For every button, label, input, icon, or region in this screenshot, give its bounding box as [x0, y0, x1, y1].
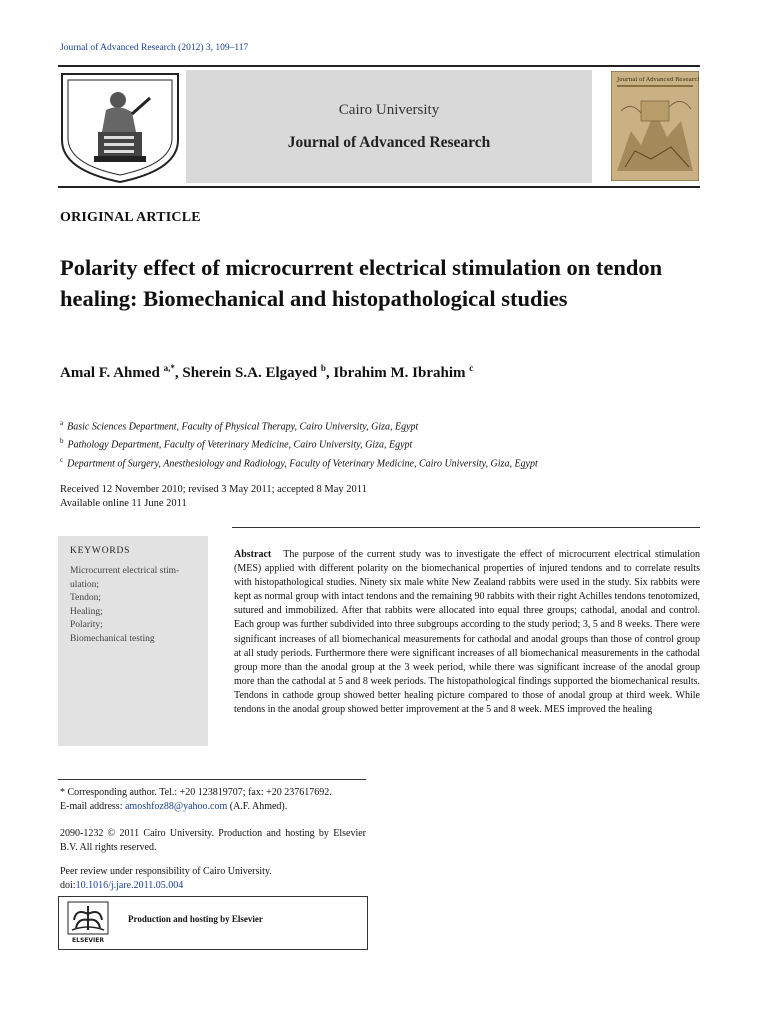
author-list: [60, 363, 700, 382]
affiliation-item: [60, 434, 720, 452]
author-name: Amal F. Ahmed: [60, 365, 160, 381]
affiliations: [60, 416, 720, 471]
keyword-item: ulation;: [70, 579, 100, 590]
university-logo: [58, 70, 182, 184]
author-name: Sherein S.A. Elgayed: [182, 365, 318, 381]
journal-cover-image: [611, 71, 699, 181]
keyword-item: Microcurrent electrical stim-: [70, 566, 180, 576]
keyword-item: Tendon;: [70, 593, 101, 603]
abstract: [234, 548, 700, 717]
keyword-item: Biomechanical testing: [70, 633, 155, 644]
email-link[interactable]: amoshfoz88@yahoo.com: [124, 800, 228, 812]
doi-label: doi:: [60, 879, 76, 891]
affiliation-text: Department of Surgery, Anesthesiology and Radiology, Faculty of Veterinary Medicine, Cairo University, Giza, Egypt: [67, 457, 538, 469]
author-name: Ibrahim M. Ibrahim: [333, 365, 466, 381]
elsevier-logo-text: ELSEVIER: [72, 937, 104, 944]
running-head: Journal of Advanced Research (2012) 3, 109–117: [60, 43, 249, 53]
footnote-rule: [58, 779, 366, 780]
article-type: ORIGINAL ARTICLE: [60, 210, 201, 225]
abstract-rule: [232, 527, 700, 528]
keyword-item: Polarity;: [70, 620, 103, 630]
doi-link[interactable]: 10.1016/j.jare.2011.05.004: [75, 879, 184, 891]
affiliation-mark: a: [60, 419, 64, 427]
elsevier-logo: [66, 900, 110, 944]
email-suffix: (A.F. Ahmed).: [227, 800, 288, 812]
journal-name: Journal of Advanced Research: [287, 134, 491, 151]
author-affiliation-mark[interactable]: a,*: [163, 363, 175, 373]
production-text: Production and hosting by Elsevier: [128, 914, 263, 924]
email-line: [60, 800, 366, 814]
copyright-note: 2090-1232 © 2011 Cairo University. Production and hosting by Elsevier B.V. All rights reserved.: [60, 828, 366, 853]
keywords-heading: KEYWORDS: [70, 546, 131, 556]
author-separator: ,: [174, 365, 183, 381]
top-rule: [58, 65, 700, 67]
doi-line: [60, 879, 366, 893]
author-affiliation-mark[interactable]: c: [469, 363, 474, 373]
affiliation-item: [60, 453, 720, 471]
email-label: E-mail address:: [60, 800, 125, 812]
abstract-text: The purpose of the current study was to investigate the effect of microcurrent electrical stimulation (MES) applied with different polarity on the biomechanical properties of injured tendons and to correlate results with histopathological studies. Ninety six male white New Zealand rabbits were used in the study. Six rabbits were kept as normal group with intact tendons and the remaining 90 rabbits with their right Achilles tendons tenotomized, sutured and immobilized. After that rabbits were allocated into equal three groups; cathodal, anodal and control. Each group was further subdivided into three subgroups according to the study period; 3, 5 and 8 weeks. There were significant increases of all biomechanical measurements for cathodal and anodal groups than those of control group at all study periods. Furthermore there were significant increases of all biomechanical measurements in the cathodal group more than the anodal group at the 3 week period, while there was significant increase of the anodal group more than the cathodal at 5 and 8 week periods. The histopathological findings supported the biomechanical results. Tendons in cathode group showed better healing picture compared to those of anodal group at third week. While tendons in the anodal group showed better improvement at the 5 and 8 week. MES improved the healing: [234, 549, 701, 716]
keyword-item: Healing;: [70, 606, 103, 617]
article-title: Polarity effect of microcurrent electrical stimulation on tendon healing: Biomechanical and histopathological studies: [60, 255, 663, 311]
university-name: Cairo University: [338, 102, 440, 118]
author-separator: ,: [325, 365, 334, 381]
author-affiliation-mark[interactable]: b: [320, 363, 326, 373]
abstract-label: Abstract: [234, 549, 272, 560]
keywords-list: [70, 565, 200, 646]
peer-review-note: [60, 865, 366, 892]
affiliation-text: Pathology Department, Faculty of Veterinary Medicine, Cairo University, Giza, Egypt: [67, 439, 413, 451]
affiliation-mark: c: [60, 455, 64, 464]
header-rule: [58, 186, 700, 188]
received-dates: Received 12 November 2010; revised 3 May 2011; accepted 8 May 2011: [60, 484, 367, 495]
corresponding-author-note: [60, 786, 366, 813]
online-date: Available online 11 June 2011: [60, 498, 187, 509]
peer-review-text: Peer review under responsibility of Cairo University.: [60, 866, 272, 877]
corresponding-contact: * Corresponding author. Tel.: +20 123819707; fax: +20 237617692.: [60, 787, 332, 798]
article-dates: [60, 483, 700, 511]
cover-title: Journal of Advanced Research: [617, 77, 699, 83]
affiliation-text: Basic Sciences Department, Faculty of Physical Therapy, Cairo University, Giza, Egypt: [67, 421, 419, 433]
affiliation-mark: b: [60, 437, 64, 446]
affiliation-item: [60, 416, 720, 434]
journal-header-band: [186, 70, 592, 183]
